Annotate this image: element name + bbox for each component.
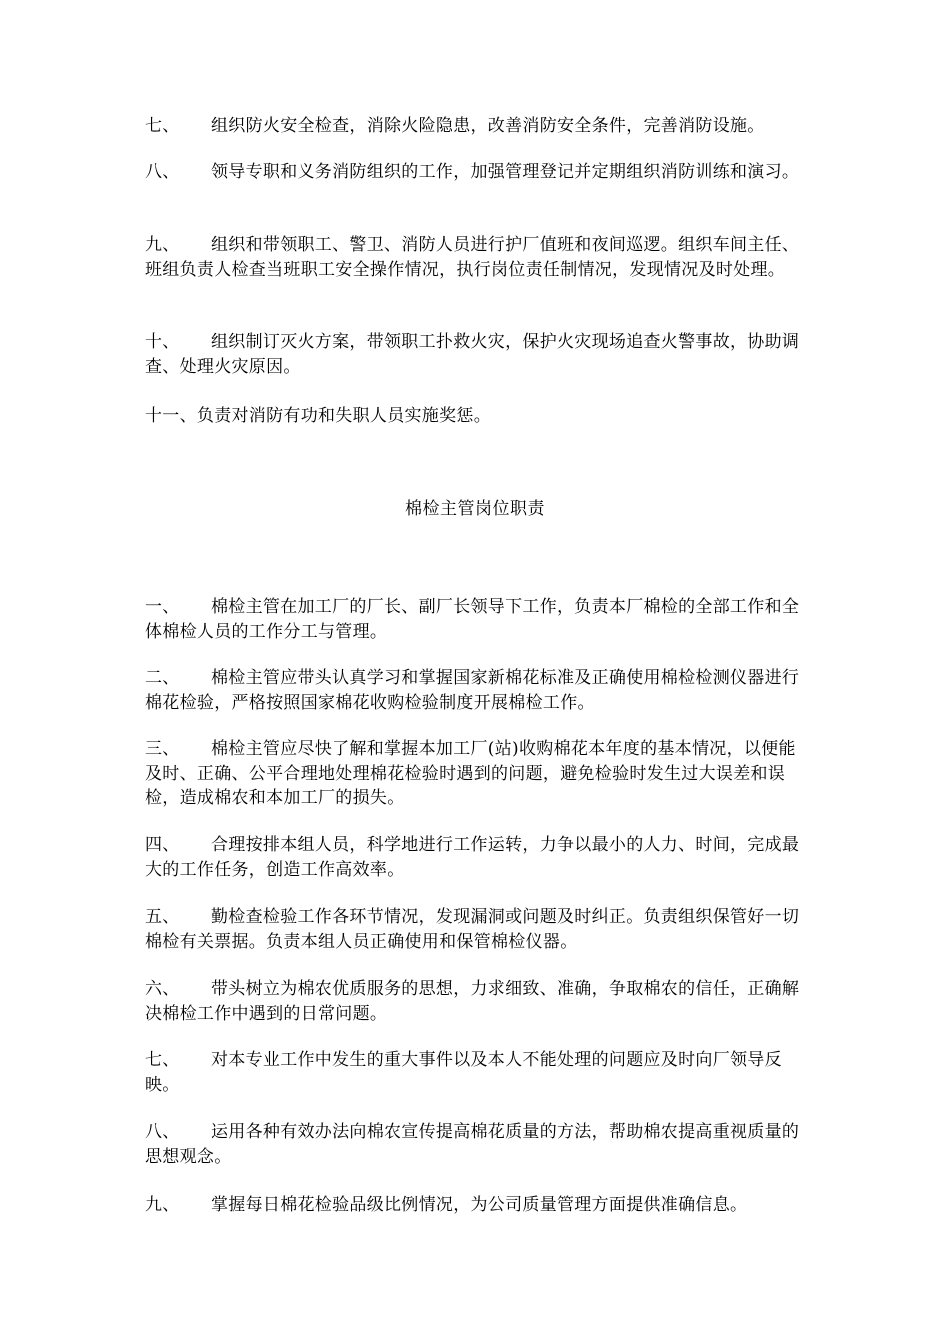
item-text: 组织制订灭火方案，带领职工扑救火灾，保护火灾现场追查火警事故，协助调查、处理火灾原因。	[145, 332, 800, 377]
item-text: 棉检主管应带头认真学习和掌握国家新棉花标准及正确使用棉检检测仪器进行棉花检验，严格按照国家棉花收购检验制度开展棉检工作。	[145, 668, 800, 713]
item-text: 组织防火安全检查，消除火险隐患，改善消防安全条件，完善消防设施。	[211, 116, 765, 136]
list-item	[145, 595, 810, 644]
list-item	[145, 330, 810, 379]
item-number: 六、	[145, 979, 180, 999]
list-item	[145, 905, 810, 954]
list-item	[145, 1048, 810, 1097]
list-item	[145, 404, 810, 429]
item-text: 带头树立为棉农优质服务的思想，力求细致、准确，争取棉农的信任，正确解决棉检工作中遇到的日常问题。	[145, 979, 800, 1024]
item-text: 运用各种有效办法向棉农宣传提高棉花质量的方法，帮助棉农提高重视质量的思想观念。	[145, 1122, 800, 1167]
list-item	[145, 114, 810, 139]
item-text: 领导专职和义务消防组织的工作，加强管理登记并定期组织消防训练和演习。	[211, 162, 800, 182]
item-number: 九、	[145, 235, 180, 255]
list-item	[145, 666, 810, 715]
item-number: 八、	[145, 1122, 180, 1142]
item-number: 三、	[145, 739, 180, 759]
list-item	[145, 737, 810, 811]
list-item	[145, 833, 810, 882]
item-number: 二、	[145, 668, 180, 688]
item-text: 负责对消防有功和失职人员实施奖惩。	[196, 406, 492, 426]
item-text: 掌握每日棉花检验品级比例情况，为公司质量管理方面提供准确信息。	[211, 1195, 748, 1215]
item-number: 四、	[145, 835, 180, 855]
item-text: 棉检主管应尽快了解和掌握本加工厂(站)收购棉花本年度的基本情况，以便能及时、正确、公平合理地处理棉花检验时遇到的问题，避免检验时发生过大误差和误检，造成棉农和本加工厂的损失。	[145, 739, 796, 808]
item-text: 勤检查检验工作各环节情况，发现漏洞或问题及时纠正。负责组织保管好一切棉检有关票据。负责本组人员正确使用和保管棉检仪器。	[145, 907, 800, 952]
list-item	[145, 1193, 810, 1218]
item-text: 组织和带领职工、警卫、消防人员进行护厂值班和夜间巡逻。组织车间主任、班组负责人检查当班职工安全操作情况，执行岗位责任制情况，发现情况及时处理。	[145, 235, 800, 280]
item-number: 十一、	[145, 406, 197, 426]
item-text: 合理按排本组人员，科学地进行工作运转，力争以最小的人力、时间，完成最大的工作任务，创造工作高效率。	[145, 835, 800, 880]
item-number: 八、	[145, 162, 180, 182]
item-number: 十、	[145, 332, 180, 352]
list-item	[145, 233, 810, 282]
section-title: 棉检主管岗位职责	[405, 499, 545, 519]
item-number: 一、	[145, 597, 180, 617]
list-item	[145, 977, 810, 1026]
list-item	[145, 160, 810, 185]
item-number: 七、	[145, 1050, 180, 1070]
item-number: 五、	[145, 907, 180, 927]
list-item	[145, 1120, 810, 1169]
item-text: 棉检主管在加工厂的厂长、副厂长领导下工作，负责本厂棉检的全部工作和全体棉检人员的工作分工与管理。	[145, 597, 800, 642]
item-text: 对本专业工作中发生的重大事件以及本人不能处理的问题应及时向厂领导反映。	[145, 1050, 782, 1095]
item-number: 七、	[145, 116, 180, 136]
item-number: 九、	[145, 1195, 180, 1215]
